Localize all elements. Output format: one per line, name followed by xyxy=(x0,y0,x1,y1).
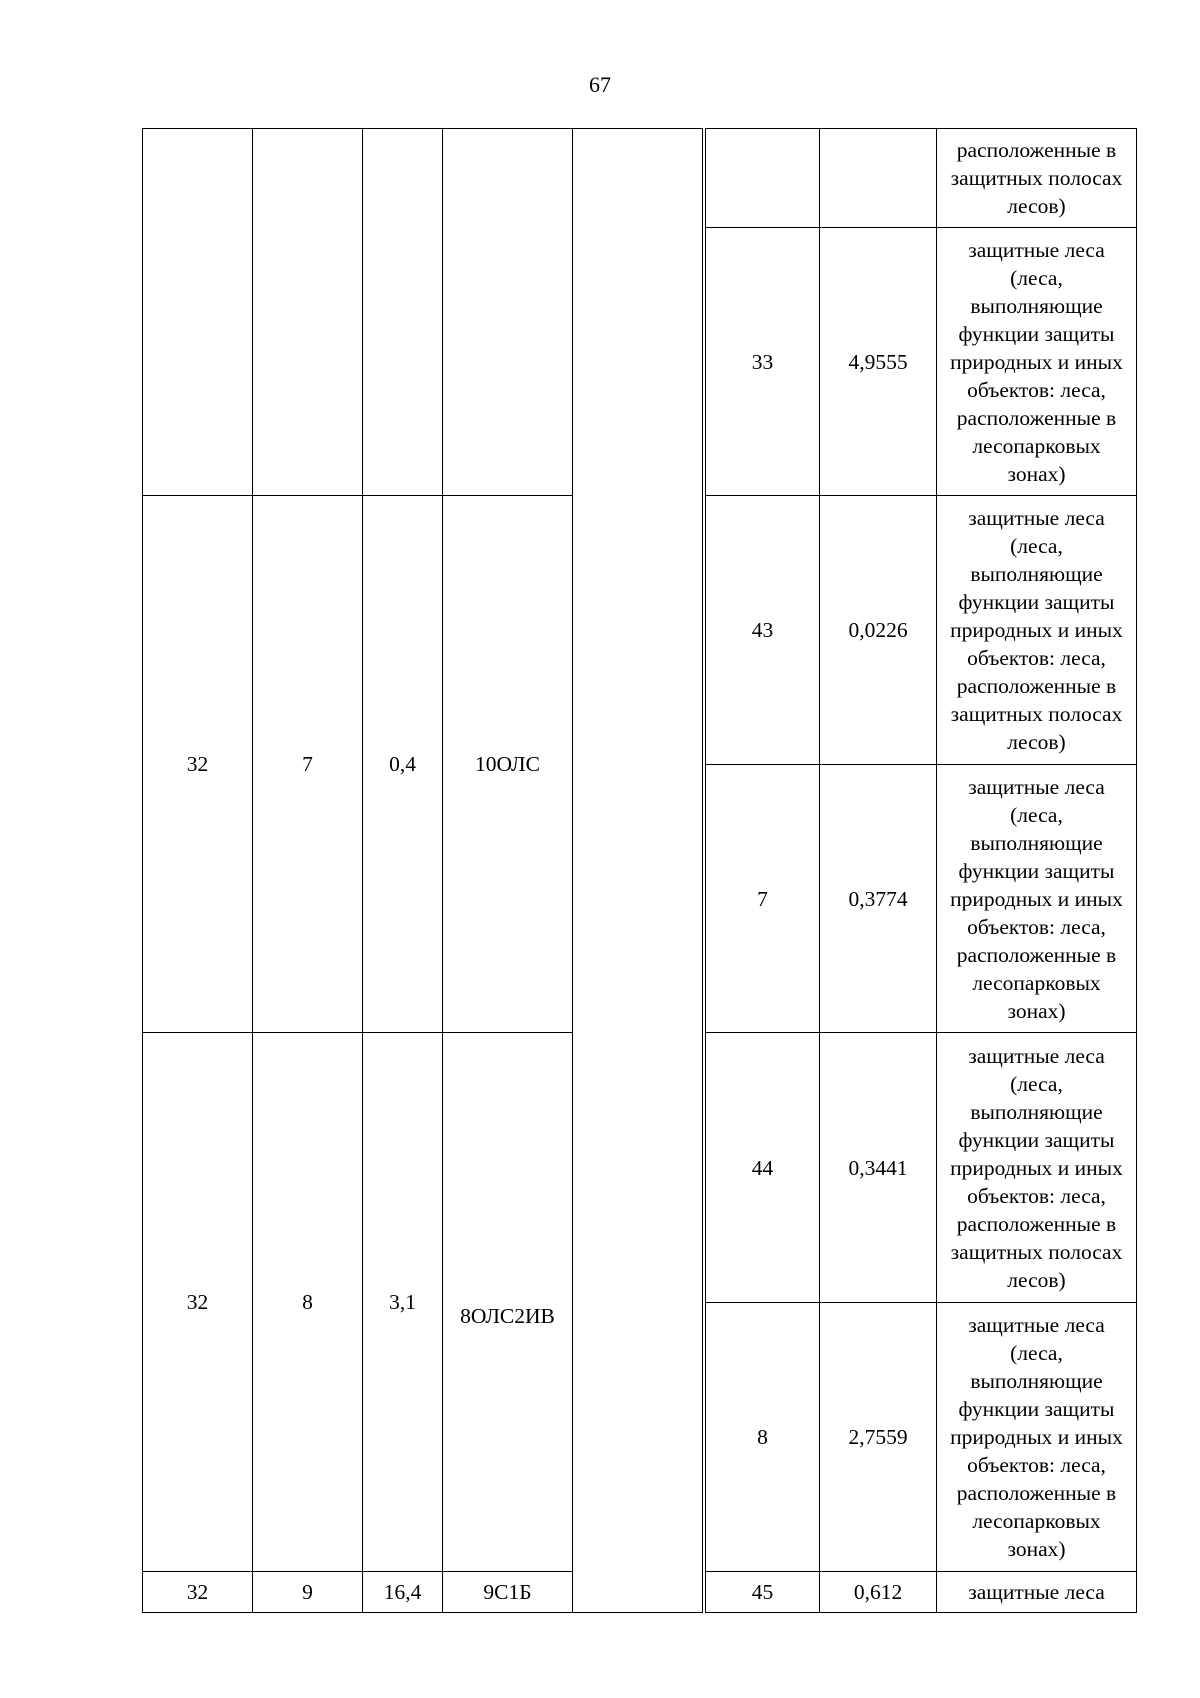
table-cell-composition: 10ОЛС xyxy=(442,495,573,1033)
table-cell-quarter xyxy=(142,128,253,496)
page-number: 67 xyxy=(589,72,611,97)
table-cell-plot: 8 xyxy=(252,1032,363,1572)
table-cell-plot-area xyxy=(362,128,443,496)
table-cell-section-number xyxy=(705,128,820,228)
table-cell-section-number: 7 xyxy=(705,764,820,1033)
table-cell-section-area: 0,3441 xyxy=(819,1032,937,1303)
table-cell-section-area: 0,612 xyxy=(819,1571,937,1613)
table-cell-section-area xyxy=(819,128,937,228)
table-cell-composition: 8ОЛС2ИВ xyxy=(442,1032,573,1572)
table-cell-forest-category: защитные леса (леса, выполняющие функции защиты природных и иных объектов: леса, расположенные в защитных полосах лесов) xyxy=(936,495,1137,765)
table-cell-section-area: 0,3774 xyxy=(819,764,937,1033)
table-cell-plot-area: 0,4 xyxy=(362,495,443,1033)
table-cell-plot-area: 3,1 xyxy=(362,1032,443,1572)
table-cell-forest-category: защитные леса xyxy=(936,1571,1137,1613)
table-cell-section-area: 4,9555 xyxy=(819,227,937,496)
table-cell-forest-category: защитные леса (леса, выполняющие функции защиты природных и иных объектов: леса, расположенные в защитных полосах лесов) xyxy=(936,1032,1137,1303)
table-cell-merged-column xyxy=(572,128,703,1613)
table-cell-plot: 7 xyxy=(252,495,363,1033)
table-cell-section-number: 33 xyxy=(705,227,820,496)
table-cell-section-number: 43 xyxy=(705,495,820,765)
table-cell-quarter: 32 xyxy=(142,495,253,1033)
forest-plots-table xyxy=(142,128,1137,1604)
table-cell-plot-area: 16,4 xyxy=(362,1571,443,1613)
table-cell-forest-category: защитные леса (леса, выполняющие функции защиты природных и иных объектов: леса, расположенные в лесопарковых зонах) xyxy=(936,764,1137,1033)
table-cell-forest-category: расположенные в защитных полосах лесов) xyxy=(936,128,1137,228)
table-cell-section-number: 8 xyxy=(705,1302,820,1572)
table-cell-composition xyxy=(442,128,573,496)
table-cell-quarter: 32 xyxy=(142,1032,253,1572)
table-cell-quarter: 32 xyxy=(142,1571,253,1613)
table-cell-plot xyxy=(252,128,363,496)
table-cell-section-number: 44 xyxy=(705,1032,820,1303)
table-cell-forest-category: защитные леса (леса, выполняющие функции защиты природных и иных объектов: леса, расположенные в лесопарковых зонах) xyxy=(936,1302,1137,1572)
table-cell-composition: 9С1Б xyxy=(442,1571,573,1613)
table-cell-section-area: 2,7559 xyxy=(819,1302,937,1572)
table-cell-section-area: 0,0226 xyxy=(819,495,937,765)
table-cell-forest-category: защитные леса (леса, выполняющие функции защиты природных и иных объектов: леса, расположенные в лесопарковых зонах) xyxy=(936,227,1137,496)
table-cell-section-number: 45 xyxy=(705,1571,820,1613)
table-cell-plot: 9 xyxy=(252,1571,363,1613)
